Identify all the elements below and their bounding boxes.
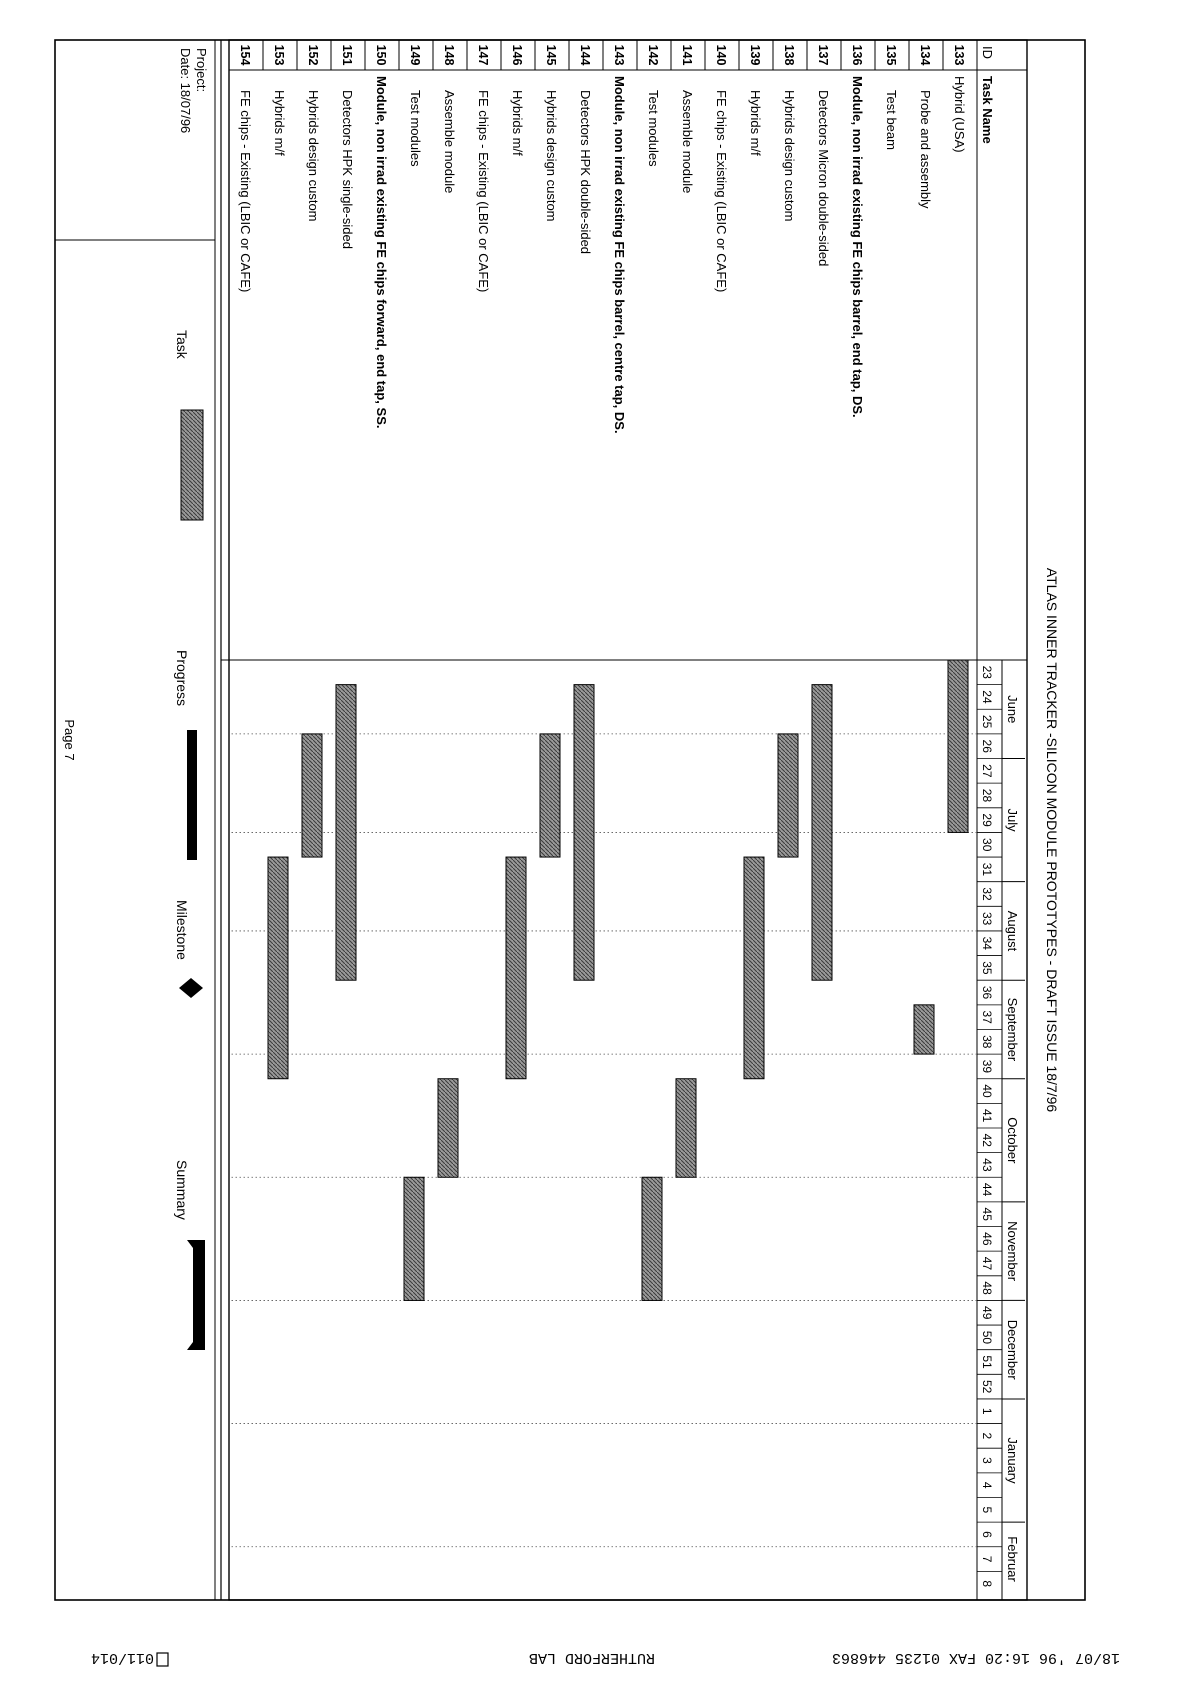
task-name: Module, non irrad existing FE chips forward, end tap, SS. [374,76,389,429]
task-id: 134 [918,44,932,66]
month-label-june: June [1005,695,1020,724]
task-bar [574,685,594,981]
task-id: 148 [442,44,456,66]
task-id: 152 [306,44,320,66]
task-bar [676,1079,696,1178]
week-label: 50 [980,1330,994,1345]
task-name: FE chips - Existing (LBIC or CAFE) [476,90,491,293]
page-frame [55,40,1085,1600]
week-label: 34 [980,936,994,950]
task-id: 154 [238,44,252,66]
week-label: 6 [980,1531,994,1538]
fax-header-right: 011/014 [90,1649,154,1666]
week-label: 43 [980,1158,994,1172]
task-name: FE chips - Existing (LBIC or CAFE) [714,90,729,293]
task-bar [914,1005,934,1054]
fax-header [91,1649,1120,1666]
task-name: Hybrids m/f [510,90,525,156]
task-id: 153 [272,44,286,66]
task-id: 139 [748,44,762,66]
task-id: 146 [510,44,524,66]
task-name: Detectors HPK double-sided [578,90,593,255]
task-name: Assemble module [442,90,457,194]
task-name: Assemble module [680,90,695,194]
week-label: 51 [980,1355,994,1369]
task-name: Detectors Micron double-sided [816,90,831,267]
week-label: 24 [980,690,994,704]
month-label-december: December [1005,1319,1020,1380]
task-bar [812,685,832,981]
fax-page-counter [91,1649,168,1666]
week-label: 49 [980,1306,994,1320]
task-bar [778,734,798,857]
task-name: Hybrids design custom [782,90,797,222]
week-label: 46 [980,1232,994,1246]
week-label: 28 [980,788,994,803]
month-label-july: July [1005,808,1020,832]
page-number: Page 7 [62,719,77,761]
task-name: Hybrids m/f [748,90,763,156]
week-label: 40 [980,1084,994,1098]
task-bar [336,685,356,981]
chart-title: ATLAS INNER TRACKER -SILICON MODULE PROTOTYPES - DRAFT ISSUE 18/7/96 [1044,567,1060,1113]
task-bar [302,734,322,857]
week-label: 41 [980,1109,994,1123]
task-name-header: Task Name [980,76,995,144]
task-name: Test modules [646,90,661,167]
task-id: 150 [374,44,388,66]
week-label: 8 [980,1580,994,1588]
week-label: 38 [980,1035,994,1049]
week-label: 29 [980,813,994,827]
week-label: 32 [980,887,994,901]
gantt-chart [55,40,1085,1600]
week-label: 33 [980,911,994,926]
task-name: Module, non irrad existing FE chips barrel, end tap, DS. [850,76,865,418]
task-name: Hybrids design custom [306,90,321,222]
week-label: 52 [980,1379,994,1394]
project-label: Project: [194,48,209,93]
legend-label-task: Task [174,330,190,359]
task-bar [540,734,560,857]
task-id: 135 [884,44,898,66]
month-label-september: September [1005,997,1020,1062]
task-id: 138 [782,44,796,66]
week-label: 30 [980,838,994,852]
week-label: 47 [980,1256,994,1271]
task-id: 144 [578,44,592,66]
task-id: 151 [340,44,354,66]
milestone-diamond-icon [179,978,203,998]
week-label: 37 [980,1010,994,1024]
task-name: Probe and assembly [918,90,933,209]
week-label: 1 [980,1407,994,1415]
week-label: 39 [980,1059,994,1074]
task-name: Module, non irrad existing FE chips barrel, centre tap, DS. [612,76,627,434]
week-label: 5 [980,1506,994,1514]
task-id: 147 [476,44,490,66]
month-label-november: November [1005,1221,1020,1282]
date-label: Date: 18/07/96 [178,48,193,134]
task-id: 133 [952,44,966,66]
week-label: 48 [980,1281,994,1295]
month-label-februar: Februar [1005,1536,1020,1582]
legend-progress-swatch [187,730,197,860]
legend-task-swatch [181,410,203,520]
fax-header-left: 18/07 '96 16:20 FAX 01235 446863 [831,1649,1120,1666]
week-label: 3 [980,1457,994,1464]
legend-summary-swatch [187,1240,205,1350]
task-name: Test beam [884,90,899,150]
week-label: 2 [980,1432,994,1440]
task-bar [948,660,968,832]
week-label: 35 [980,961,994,975]
task-name: FE chips - Existing (LBIC or CAFE) [238,90,253,293]
task-name: Hybrids m/f [272,90,287,156]
task-bar [404,1177,424,1300]
week-label: 44 [980,1182,994,1197]
task-id: 140 [714,44,728,66]
week-label: 31 [980,862,994,877]
fax-header-center: RUTHERFORD LAB [528,1649,655,1666]
week-label: 7 [980,1555,994,1563]
month-label-january: January [1005,1437,1020,1484]
month-label-october: October [1005,1117,1020,1164]
task-name: Hybrid (USA) [952,76,967,153]
task-id: 137 [816,44,830,66]
id-header: ID [980,46,995,59]
week-label: 23 [980,665,994,679]
month-label-august: August [1005,910,1020,952]
task-bar [268,857,288,1079]
task-id: 149 [408,44,422,66]
task-bar [744,857,764,1079]
task-name: Hybrids design custom [544,90,559,222]
week-label: 26 [980,739,994,753]
task-name: Test modules [408,90,423,167]
task-bar [438,1079,458,1178]
task-name: Detectors HPK single-sided [340,90,355,249]
task-id: 136 [850,44,864,66]
week-label: 45 [980,1207,994,1221]
task-id: 141 [680,44,694,66]
legend-label-progress: Progress [174,650,190,707]
week-label: 4 [980,1481,994,1489]
task-id: 143 [612,44,626,66]
week-label: 25 [980,714,994,729]
task-id: 145 [544,44,558,66]
fax-box-icon [157,1653,168,1666]
week-label: 42 [980,1133,994,1147]
task-bar [642,1177,662,1300]
week-label: 36 [980,985,994,1000]
task-id: 142 [646,44,660,66]
week-label: 27 [980,764,994,778]
legend-label-summary: Summary [174,1160,190,1220]
task-bar [506,857,526,1079]
legend-label-milestone: Milestone [174,900,190,960]
